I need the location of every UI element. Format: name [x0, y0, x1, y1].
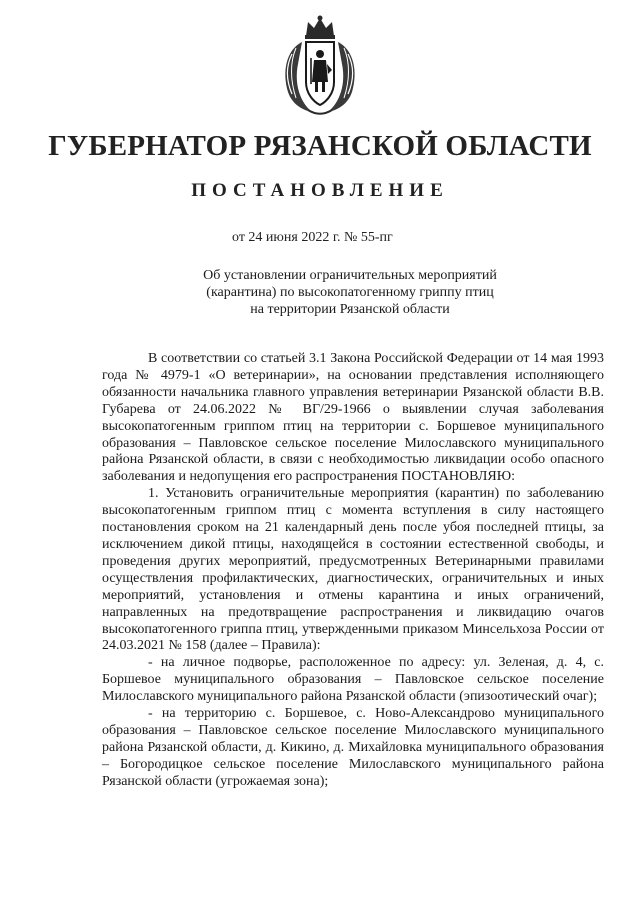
- body-paragraph: - на личное подворье, расположенное по адресу: ул. Зеленая, д. 4, с. Боршевое муниципального образования – Павловское сельское поселение Милославского муниципального района Рязанской области (эпизоотический очаг);: [102, 655, 604, 705]
- body-paragraph: - на территорию с. Боршевое, с. Ново-Александрово муниципального образования – Павловское сельское поселение Милославского муниципального района Рязанской области, д. Кикино, д. Михайловка муниципального образования – Богородицкое сельское поселение Милославского муниципального района Рязанской области (угрожаемая зона);: [102, 706, 604, 789]
- body-paragraph: 1. Установить ограничительные мероприятия (карантин) по заболеванию высокопатогенным гриппом птиц с момента вступления в силу настоящего постановления сроком на 21 календарный день после убоя последней птицы, за исключением дикой птицы, находящейся в состоянии естественной свободы, и проведения других мероприятий, предусмотренных Ветеринарными правилами осуществления профилактических, диагностических, ограничительных и иных мероприятий, установления и отмены карантина и иных ограничений, направленных на предотвращение распространения и ликвидацию очагов высокопатогенного гриппа птиц, утвержденными приказом Минсельхоза России от 24.03.2021 № 158 (далее – Правила):: [102, 486, 604, 654]
- subject-line: Об установлении ограничительных мероприятий: [203, 268, 497, 283]
- document-body: [102, 351, 604, 791]
- document-type: ПОСТАНОВЛЕНИЕ: [191, 180, 449, 201]
- governor-title: ГУБЕРНАТОР РЯЗАНСКОЙ ОБЛАСТИ: [48, 130, 592, 162]
- document-subject: [150, 267, 550, 318]
- body-paragraph: В соответствии со статьей 3.1 Закона Российской Федерации от 14 мая 1993 года № 4979-1 «О ветеринарии», на основании представления исполняющего обязанности начальника главного управления ветеринарии Рязанской области В.В. Губарева от 24.06.2022 № ВГ/29-1966 о выявлении случая заболевания высокопатогенным гриппом птиц на территории с. Боршевое муниципального образования – Павловское сельское поселение Милославского муниципального района Рязанской области, в связи с необходимостью ликвидации особо опасного заболевания и недопущения его распространения ПОСТАНОВЛЯЮ:: [102, 351, 604, 485]
- document-date-number: от 24 июня 2022 г. № 55-пг: [232, 230, 393, 245]
- subject-line: на территории Рязанской области: [250, 302, 450, 317]
- subject-line: (карантина) по высокопатогенному гриппу птиц: [206, 285, 494, 300]
- coat-of-arms-emblem: [278, 14, 362, 116]
